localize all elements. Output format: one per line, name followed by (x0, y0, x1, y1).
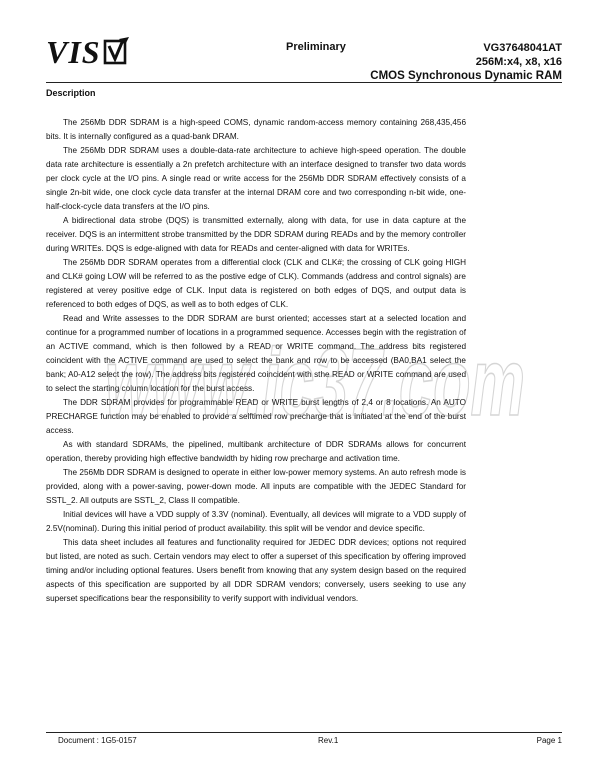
paragraph: The DDR SDRAM provides for programmable READ or WRITE burst lengths of 2,4 or 8 locations. An AUTO PRECHARGE function may be enabled to provide a selftimed row precharge that is initiated at the end of the burst access. (46, 398, 466, 435)
logo-text: VIS (46, 34, 101, 70)
paragraph: Initial devices will have a VDD supply of 3.3V (nominal). Eventually, all devices will migrate to a VDD supply of 2.5V(nominal). During this initial period of product availability. this split will be vendor and device specific. (46, 510, 466, 533)
product-family: CMOS Synchronous Dynamic RAM (370, 70, 562, 82)
product-info (370, 41, 562, 83)
paragraph: The 256Mb DDR SDRAM is designed to operate in either low-power memory systems. An auto refresh mode is provided, along with a power-saving, power-down mode. All inputs are compatible with the JEDEC Standard for SSTL_2. All outputs are SSTL_2, Class II compatible. (46, 468, 466, 505)
organization: 256M:x4, x8, x16 (475, 56, 562, 68)
vis-logo (46, 36, 131, 68)
section-title: Description (46, 88, 96, 98)
paragraph: The 256Mb DDR SDRAM is a high-speed COMS, dynamic random-access memory containing 268,435,456 bits. It is internally configured as a quad-bank DRAM. (46, 118, 466, 141)
paragraph: This data sheet includes all features and functionality required for JEDEC DDR devices; options not required but listed, are noted as such. Certain vendors may elect to offer a superset of this specification by offering improved timing and/or including optional features. Users benefit from knowing that any system design based on the required aspects of this specification are supported by all DDR SDRAM vendors; conversely, users seeking to use any superset specifications bear the responsibility to verify support with individual vendors. (46, 538, 466, 603)
preliminary-label: Preliminary (286, 41, 346, 53)
revision: Rev.1 (318, 736, 339, 745)
header-divider (46, 82, 562, 83)
description-body (46, 116, 466, 606)
document-number: Document : 1G5-0157 (58, 736, 137, 745)
paragraph: A bidirectional data strobe (DQS) is transmitted externally, along with data, for use in data capture at the receiver. DQS is an intermittent strobe transmitted by the DDR SDRAM during READs and by the memory controller during WRITEs. DQS is edge-aligned with data for READs and center-aligned with data for WRITEs. (46, 216, 466, 253)
paragraph: The 256Mb DDR SDRAM operates from a differential clock (CLK and CLK#; the crossing of CLK going HIGH and CLK# going LOW will be referred to as the postive edge of CLK). Commands (address and control signals) are registered at verey positive edge of CLK. Input data is registered on both edges of DQS, and output data is referenced to both edges of DQS, as well as to both edges of CLK. (46, 258, 466, 309)
part-number: VG37648041AT (483, 42, 562, 54)
paragraph: Read and Write assesses to the DDR SDRAM are burst oriented; accesses start at a selected location and continue for a programmed number of locations in a programmed sequence. Accesses begin with the registration of an ACTIVE command, which is then followed by a READ or WRITE command. The address bits registered coincident with the ACTIVE command are used to select the bank and row to be accessed (BA0,BA1 select the bank; A0-A12 select the row). The address bits registered coincident with sthe READ or WRITE command are used to select the starting column location for the burst access. (46, 314, 466, 393)
watermark-text: www.ic37.com (105, 329, 525, 436)
vis-logo-mark-icon (103, 37, 131, 67)
paragraph: As with standard SDRAMs, the pipelined, multibank architecture of DDR SDRAMs allows for concurrent operation, thereby providing high effective bandwidth by hiding row precharge and activation time. (46, 440, 466, 463)
paragraph: The 256Mb DDR SDRAM uses a double-data-rate architecture to achieve high-speed operation. The double data rate architecture is essentially a 2n prefetch architecture with an interface designed to transfer two data words per clock cycle at the I/O pins. A single read or write access for the 256Mb DDR SDRAM effectively consists of a single 2n-bit wide, one clock cycle data transfer at the internal DRAM core and two corresponding n-bit wide, one-half-clock-cycle data transfers at the I/O pins. (46, 146, 466, 211)
page-number: Page 1 (536, 736, 562, 745)
footer-divider (46, 732, 562, 733)
page-header (46, 30, 562, 86)
